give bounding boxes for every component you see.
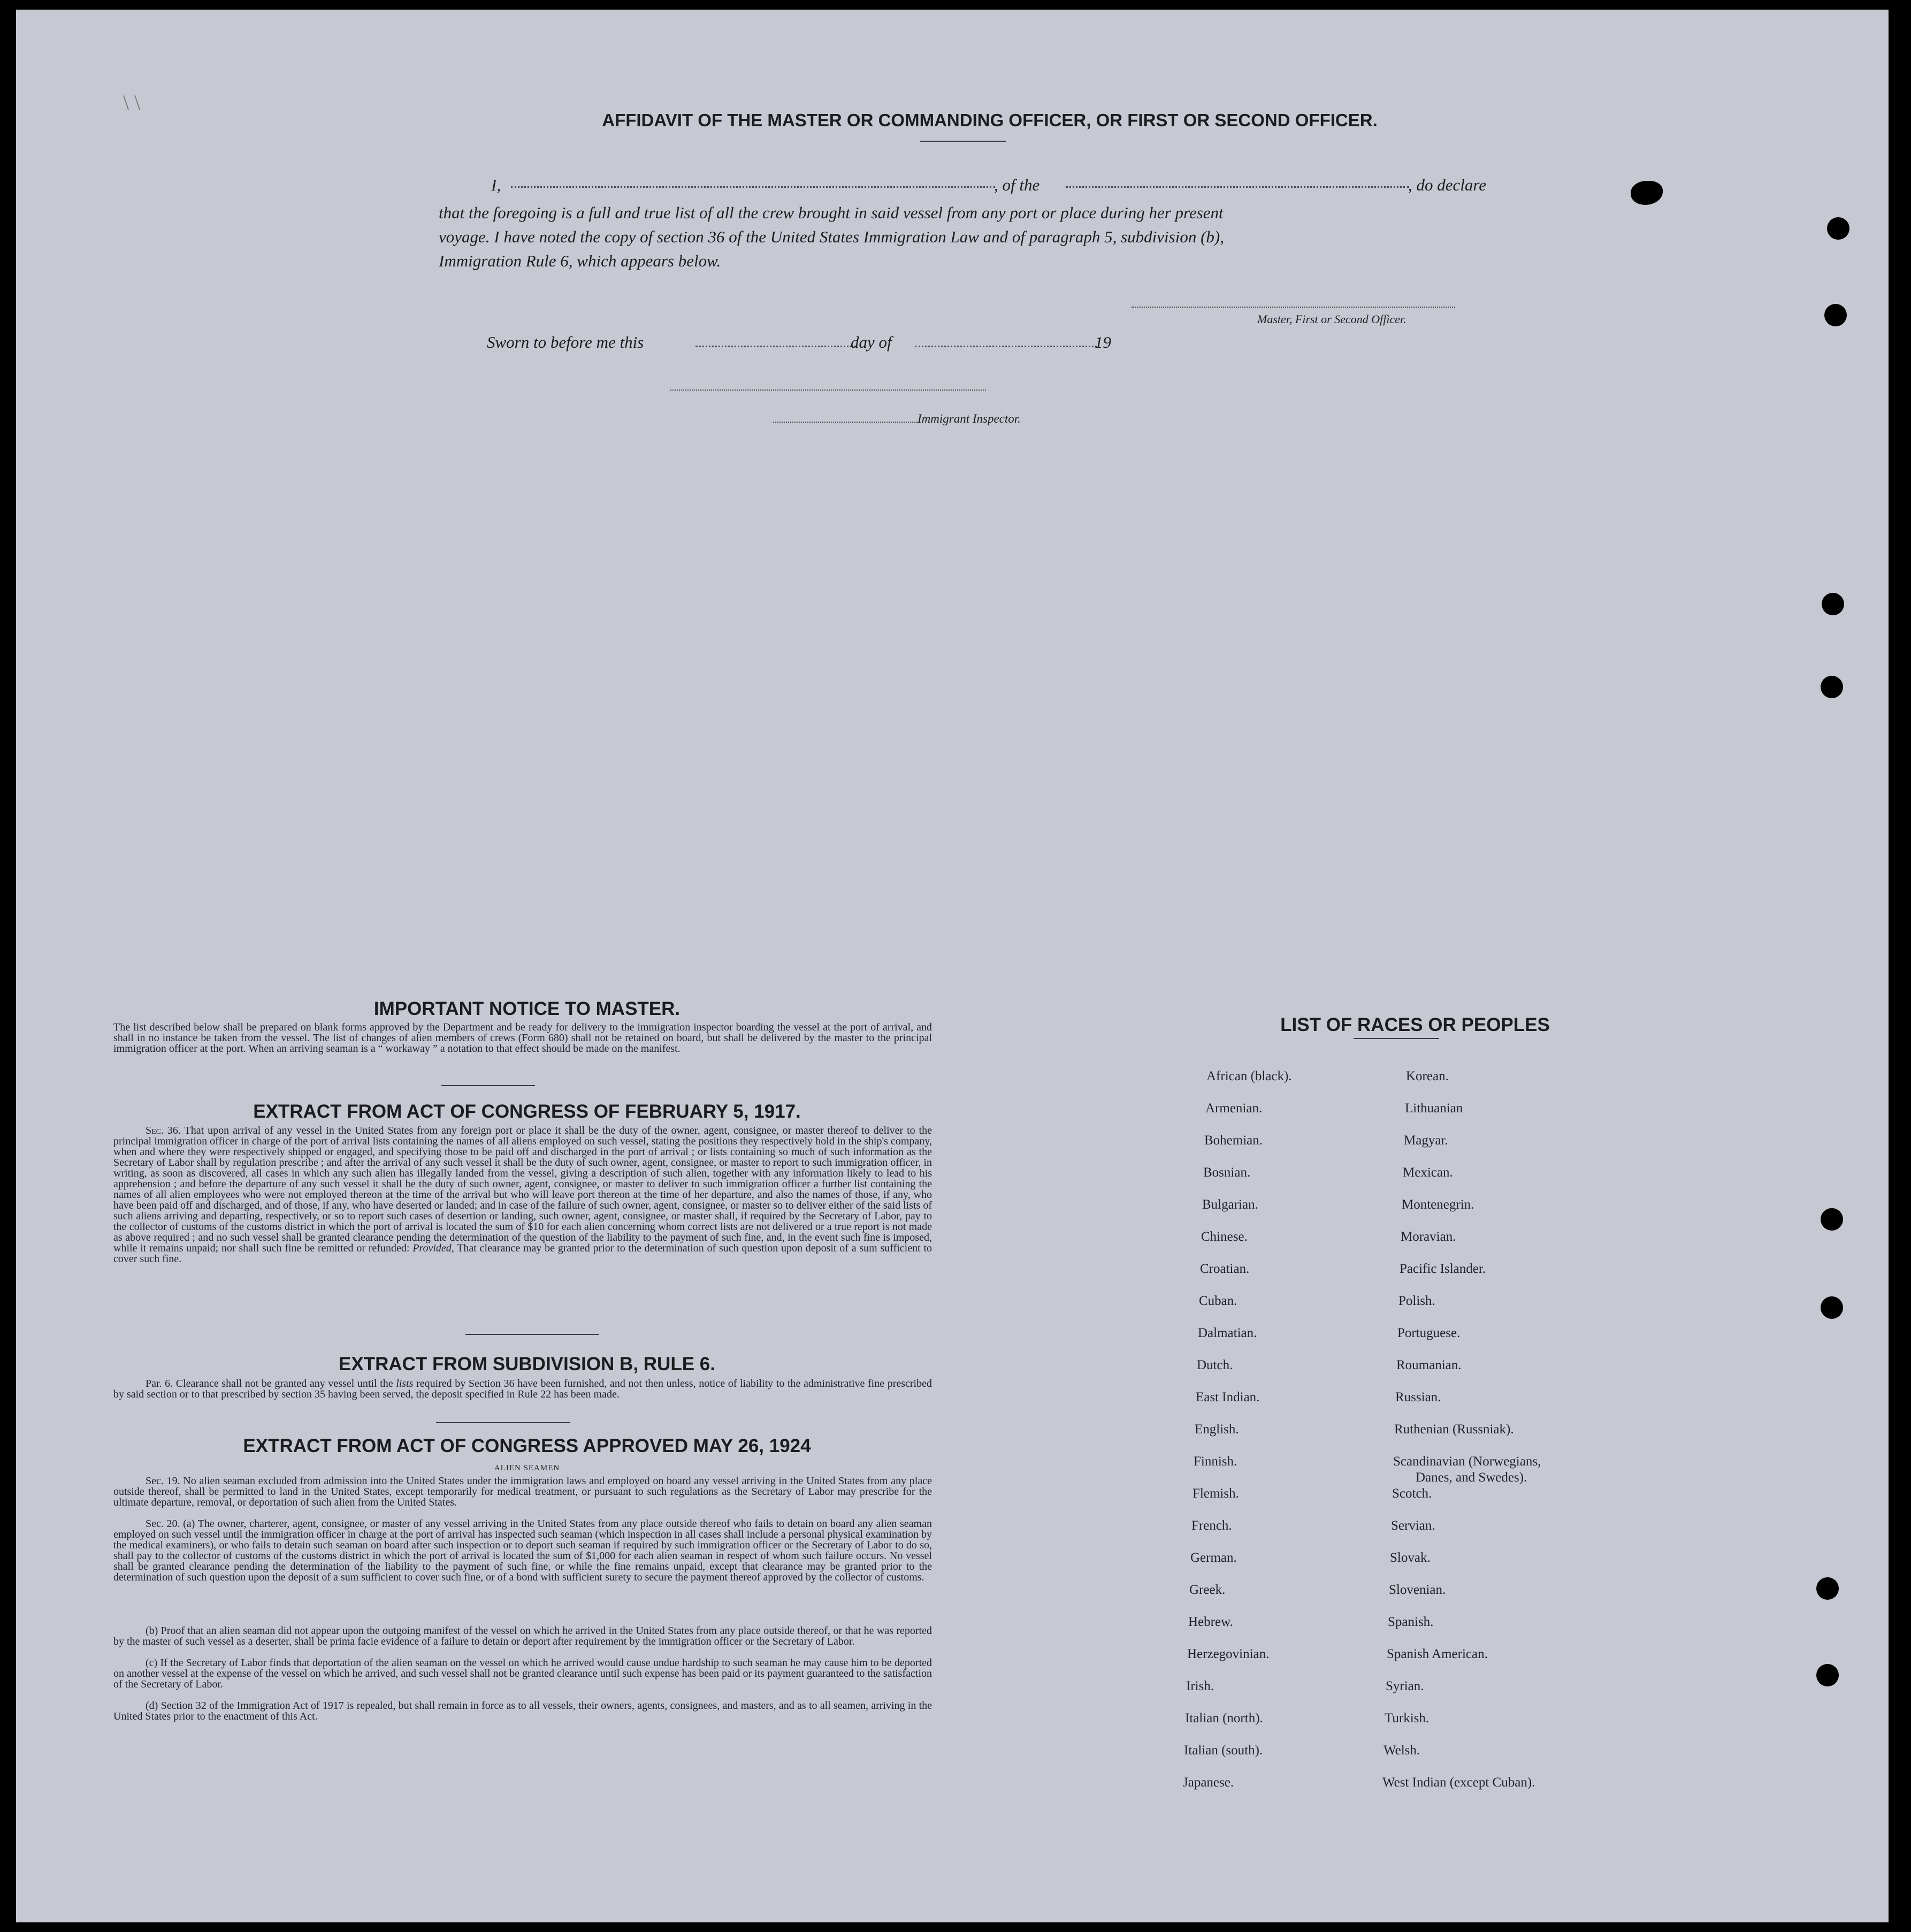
race-right-item: Scandinavian (Norwegians, bbox=[1393, 1454, 1541, 1469]
extract-1917-sec-label: Sec. 36. bbox=[146, 1125, 181, 1136]
binder-hole-5 bbox=[1821, 1208, 1843, 1231]
race-left-item: Bosnian. bbox=[1203, 1165, 1251, 1180]
race-right-item: Pacific Islander. bbox=[1400, 1262, 1486, 1276]
race-left-item: East Indian. bbox=[1196, 1390, 1260, 1404]
document-sheet bbox=[16, 10, 1889, 1922]
ink-smudge bbox=[1631, 181, 1663, 205]
affidavit-line1-of-the: , of the bbox=[994, 175, 1040, 194]
master-signature-label: Master, First or Second Officer. bbox=[1257, 312, 1407, 326]
binder-hole-6 bbox=[1821, 1296, 1843, 1319]
race-left-item: Herzegovinian. bbox=[1187, 1647, 1270, 1661]
sworn-year: 19 bbox=[1095, 333, 1111, 352]
master-signature-line[interactable] bbox=[1132, 307, 1455, 308]
race-left-item: English. bbox=[1195, 1422, 1239, 1437]
affidavit-line1-i: I, bbox=[491, 175, 501, 194]
race-left-item: Italian (south). bbox=[1184, 1743, 1263, 1758]
extract-1924-sec20a: Sec. 20. (a) The owner, charterer, agent, consignee, or master of any vessel arriving in the United States from any place outside thereof who fails to detain on board any alien seaman employed on such vessel until the immigration officer in charge at the port of arrival has inspected such seaman (which inspection in all cases shall include a personal physical examination by the medical examiners), or who fails to detain such seaman on board after such inspection or to deport such seaman if required by such immigration officer or the Secretary of Labor to do so, shall pay to the collector of customs of the customs district in which the port of arrival is located the sum of $1,000 for each alien seaman in respect of whom such failure occurs. No vessel shall be granted clearance pending the determination of the liability to the payment of such fine, or while the fine remains unpaid, except that clearance may be granted prior to the determination of such question upon the deposit of a sum sufficient to cover such fine, or of a bond with sufficient surety to secure the payment thereof approved by the collector of customs. bbox=[113, 1518, 932, 1583]
race-right-item: West Indian (except Cuban). bbox=[1382, 1775, 1535, 1790]
race-left-item: Bulgarian. bbox=[1202, 1197, 1258, 1212]
race-left-item: Armenian. bbox=[1205, 1101, 1263, 1116]
race-left-item: Bohemian. bbox=[1204, 1133, 1263, 1148]
inspector-label: Immigrant Inspector. bbox=[918, 412, 1021, 425]
extract-1917-text bbox=[113, 1125, 932, 1264]
race-left-item: Hebrew. bbox=[1188, 1615, 1233, 1629]
race-right-item: Mexican. bbox=[1403, 1165, 1453, 1180]
sworn-month-field[interactable] bbox=[915, 346, 1097, 347]
race-left-item: French. bbox=[1191, 1518, 1232, 1533]
race-right-item: Montenegrin. bbox=[1402, 1197, 1474, 1212]
affidavit-name-field[interactable] bbox=[511, 186, 995, 188]
sworn-day-field[interactable] bbox=[695, 346, 856, 347]
race-left-item: Italian (north). bbox=[1185, 1711, 1263, 1725]
race-right-item: Korean. bbox=[1406, 1069, 1449, 1083]
race-left-item: Greek. bbox=[1189, 1583, 1226, 1597]
race-left-item: Chinese. bbox=[1201, 1230, 1248, 1244]
affidavit-line3: voyage. I have noted the copy of section 36 of the United States Immigration Law and of paragraph 5, subdivision (b), bbox=[439, 227, 1224, 246]
extract-rule6-italic: lists bbox=[396, 1378, 414, 1389]
race-right-item: Servian. bbox=[1391, 1518, 1435, 1533]
race-right-item: Slovenian. bbox=[1389, 1583, 1446, 1597]
sworn-prefix: Sworn to before me this bbox=[487, 333, 644, 352]
race-right-item: Syrian. bbox=[1386, 1679, 1424, 1693]
race-left-item: Dutch. bbox=[1197, 1358, 1233, 1372]
extract-1917-body: That upon arrival of any vessel in the United States from any foreign port or place it shall be the duty of the owner, agent, consignee, or master thereof to deliver to the principal immigration officer in charge of the port of arrival lists containing the names of all aliens employed on such vessel, stating the positions they respectively hold in the ship's company, when and where they were respectively shipped or engaged, and specifying those to be paid off and discharged in the port of arrival ; or lists containing so much of such information as the Secretary of Labor shall by regulation prescribe ; and after the arrival of any such vessel it shall be the duty of such owner, agent, consignee, or master to report to such immigration officer, in writing, as soon as discovered, all cases in which any such alien has illegally landed from the vessel, giving a description of such alien, together with any information likely to lead to his apprehension ; and before the departure of any such vessel it shall be the duty of such owner, agent, consignee, or master to deliver to such immigration officer a further list containing the names of all alien employees who were not employed thereon at the time of the arrival but who will leave port thereon at the time of her departure, and also the names of those, if any, who have been paid off and discharged, and of those, if any, who have deserted or landed; and in case of the failure of such owner, agent, consignee, or master so to deliver either of the said lists of such aliens arriving and departing, respectively, or so to report such cases of desertion or landing, such owner, agent, consignee, or master shall, if required by the Secretary of Labor, pay to the collector of customs of the customs district in which the port of arrival is located the sum of $10 for each alien concerning whom correct lists are not delivered or a true report is not made as above required ; and no such vessel shall be granted clearance pending the determination of the question of the liability to the payment of such fine, and, in the event such fine is imposed, while it remains unpaid; nor shall such fine be remitted or refunded: bbox=[113, 1125, 932, 1254]
extract-1917-proviso-rest: That clearance may be granted prior to the determination of such question upon deposit of a sum sufficient to cover such fine. bbox=[113, 1242, 932, 1265]
extract-1924-sec20d: (d) Section 32 of the Immigration Act of 1917 is repealed, but shall remain in force as to all vessels, their owners, agents, consignees, and masters, and as to all seamen, arriving in the United States prior to the enactment of this Act. bbox=[113, 1700, 932, 1722]
race-right-item: Roumanian. bbox=[1396, 1358, 1462, 1372]
extract-rule6-title: EXTRACT FROM SUBDIVISION B, RULE 6. bbox=[339, 1354, 715, 1374]
race-left-item: Flemish. bbox=[1193, 1486, 1239, 1501]
race-right-item: Scotch. bbox=[1392, 1486, 1432, 1501]
extract-1917-title: EXTRACT FROM ACT OF CONGRESS OF FEBRUARY 5, 1917. bbox=[253, 1101, 801, 1122]
race-left-item: Dalmatian. bbox=[1198, 1326, 1257, 1340]
affidavit-line1-declare: , do declare bbox=[1408, 175, 1487, 194]
race-right-item: Turkish. bbox=[1385, 1711, 1430, 1725]
binder-hole-4 bbox=[1821, 676, 1843, 698]
notice-text: The list described below shall be prepared on blank forms approved by the Department and be ready for delivery to the immigration inspector boarding the vessel at the port of arrival, and shall in no instance be taken from the vessel. The list of changes of alien members of crews (Form 680) shall not be retained on board, but shall be delivered by the master to the principal immigration officer at the port. When an arriving seaman is a “ workaway ” a notation to that effect should be made on the manifest. bbox=[113, 1021, 932, 1055]
affidavit-title: AFFIDAVIT OF THE MASTER OR COMMANDING OFFICER, OR FIRST OR SECOND OFFICER. bbox=[602, 110, 1378, 130]
notice-title: IMPORTANT NOTICE TO MASTER. bbox=[373, 998, 681, 1019]
extract-1924-subtitle: ALIEN SEAMEN bbox=[494, 1464, 560, 1472]
inspector-upper-line bbox=[670, 390, 986, 391]
extract-rule6-text bbox=[113, 1378, 932, 1400]
extract-rule6-rule bbox=[436, 1422, 570, 1423]
race-left-item: African (black). bbox=[1206, 1069, 1292, 1083]
race-left-item: Japanese. bbox=[1183, 1775, 1234, 1790]
extract-1924-title: EXTRACT FROM ACT OF CONGRESS APPROVED MAY 26, 1924 bbox=[243, 1435, 811, 1456]
notice-rule bbox=[441, 1085, 535, 1086]
race-left-item: Cuban. bbox=[1199, 1294, 1237, 1308]
binder-hole-3 bbox=[1822, 593, 1844, 615]
extract-1917-rule bbox=[465, 1334, 599, 1335]
binder-hole-7 bbox=[1816, 1577, 1839, 1600]
extract-rule6-before: Par. 6. Clearance shall not be granted any vessel until the bbox=[146, 1378, 393, 1389]
inspector-signature-line[interactable] bbox=[773, 422, 918, 423]
extract-1924-sec20c: (c) If the Secretary of Labor finds that deportation of the alien seaman on the vessel on which he arrived would cause undue hardship to such seaman he may cause him to be deported on another vessel at the expense of the vessel on which he arrived, and such vessel shall not be granted clearance until such expense has been paid or its payment guaranteed to the satisfaction of the Secretary of Labor. bbox=[113, 1657, 932, 1690]
extract-1924-sec20b: (b) Proof that an alien seaman did not appear upon the outgoing manifest of the vessel on which he arrived in the United States from any place outside thereof, or that he was reported by the master of such vessel as a deserter, shall be prima facie evidence of a failure to detain or deport after requirement by the immigration officer or the Secretary of Labor. bbox=[113, 1625, 932, 1647]
affidavit-title-rule bbox=[920, 141, 1006, 142]
race-right-item: Lithuanian bbox=[1405, 1101, 1463, 1116]
affidavit-vessel-field[interactable] bbox=[1066, 186, 1409, 188]
race-right-item: Russian. bbox=[1395, 1390, 1441, 1404]
race-left-item: German. bbox=[1190, 1551, 1237, 1565]
race-right-item: Polish. bbox=[1398, 1294, 1435, 1308]
affidavit-line2: that the foregoing is a full and true list of all the crew brought in said vessel from any port or place during her present bbox=[439, 203, 1224, 222]
race-right-item: Magyar. bbox=[1404, 1133, 1448, 1148]
race-right-item: Welsh. bbox=[1383, 1743, 1420, 1758]
extract-1917-proviso-italic: Provided, bbox=[412, 1242, 454, 1254]
affidavit-line4: Immigration Rule 6, which appears below. bbox=[439, 251, 721, 270]
races-title: LIST OF RACES OR PEOPLES bbox=[1280, 1014, 1550, 1035]
races-title-rule bbox=[1354, 1038, 1439, 1039]
race-right-item: Ruthenian (Russniak). bbox=[1394, 1422, 1514, 1437]
binder-hole-8 bbox=[1816, 1664, 1839, 1686]
extract-1924-sec19: Sec. 19. No alien seaman excluded from admission into the United States under the immigration laws and employed on board any vessel arriving in the United States from any place outside thereof, shall be permitted to land in the United States, except temporarily for medical treatment, or pursuant to such regulations as the Secretary of Labor may prescribe for the ultimate departure, removal, or deportation of such alien from the United States. bbox=[113, 1475, 932, 1508]
race-left-item: Irish. bbox=[1186, 1679, 1214, 1693]
race-right-item: Slovak. bbox=[1390, 1551, 1431, 1565]
race-right-item: Spanish. bbox=[1388, 1615, 1434, 1629]
race-right-item: Spanish American. bbox=[1387, 1647, 1488, 1661]
race-right-item: Moravian. bbox=[1401, 1230, 1456, 1244]
race-right-item: Portuguese. bbox=[1397, 1326, 1461, 1340]
race-left-item: Finnish. bbox=[1194, 1454, 1237, 1469]
race-right-item: Danes, and Swedes). bbox=[1416, 1470, 1527, 1485]
corner-mark: \ \ bbox=[123, 90, 141, 114]
binder-hole-2 bbox=[1824, 304, 1847, 326]
race-left-item: Croatian. bbox=[1200, 1262, 1250, 1276]
sworn-day-of: day of bbox=[851, 333, 892, 352]
binder-hole-1 bbox=[1827, 217, 1849, 240]
extract-rule6-after: required by Section 36 have been furnished, and not then unless, notice of liability to the administrative fine prescribed by said section or to that prescribed by section 35 having been served, the deposit specified in Rule 22 has been made. bbox=[113, 1378, 932, 1400]
